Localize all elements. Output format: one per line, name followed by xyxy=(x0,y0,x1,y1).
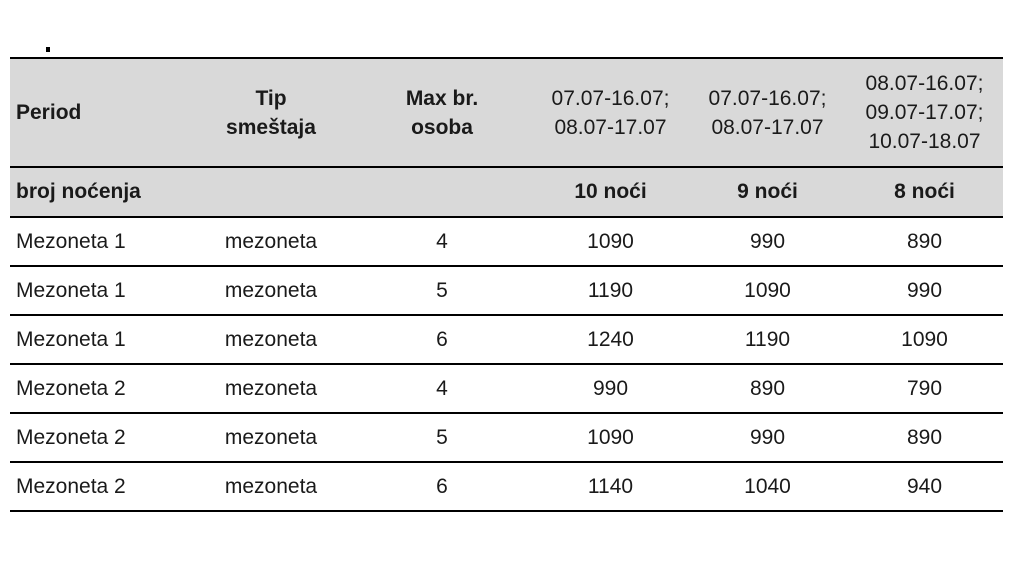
unit-name: Mezoneta 1 xyxy=(10,217,190,266)
table-row xyxy=(10,413,1003,462)
header-period: Period xyxy=(10,58,190,167)
header-max-line1: Max br. xyxy=(405,86,479,110)
nights-col2: 9 noći xyxy=(689,167,846,217)
header-date3-line2: 09.07-17.07; xyxy=(865,101,984,124)
price-10-nights: 1190 xyxy=(532,266,689,315)
unit-type: mezoneta xyxy=(190,217,352,266)
unit-name: Mezoneta 1 xyxy=(10,266,190,315)
price-10-nights: 1090 xyxy=(532,413,689,462)
unit-type: mezoneta xyxy=(190,315,352,364)
table-row xyxy=(10,462,1003,511)
price-10-nights: 990 xyxy=(532,364,689,413)
unit-max-persons: 6 xyxy=(352,462,532,511)
header-max-line2: osoba xyxy=(411,115,473,139)
unit-type: mezoneta xyxy=(190,462,352,511)
price-8-nights: 890 xyxy=(846,413,1003,462)
header-date-col2 xyxy=(689,58,846,167)
header-tip-line2: smeštaja xyxy=(226,115,316,139)
unit-type: mezoneta xyxy=(190,266,352,315)
price-10-nights: 1240 xyxy=(532,315,689,364)
header-accommodation-type xyxy=(190,58,352,167)
price-8-nights: 1090 xyxy=(846,315,1003,364)
header-row xyxy=(10,58,1003,167)
price-9-nights: 990 xyxy=(689,217,846,266)
nights-empty-cell xyxy=(352,167,532,217)
header-date-col3 xyxy=(846,58,1003,167)
unit-max-persons: 5 xyxy=(352,266,532,315)
table-row xyxy=(10,217,1003,266)
price-9-nights: 890 xyxy=(689,364,846,413)
unit-type: mezoneta xyxy=(190,413,352,462)
price-8-nights: 890 xyxy=(846,217,1003,266)
header-date3-line1: 08.07-16.07; xyxy=(865,72,984,95)
nights-empty-cell xyxy=(190,167,352,217)
price-9-nights: 1090 xyxy=(689,266,846,315)
header-date1-line2: 08.07-17.07 xyxy=(554,115,667,139)
unit-name: Mezoneta 2 xyxy=(10,364,190,413)
table-row xyxy=(10,364,1003,413)
unit-max-persons: 4 xyxy=(352,217,532,266)
header-tip-line1: Tip xyxy=(255,86,287,110)
bullet-dot xyxy=(46,47,50,52)
unit-max-persons: 4 xyxy=(352,364,532,413)
price-9-nights: 990 xyxy=(689,413,846,462)
unit-name: Mezoneta 2 xyxy=(10,462,190,511)
price-9-nights: 1190 xyxy=(689,315,846,364)
table-row xyxy=(10,315,1003,364)
header-date1-line1: 07.07-16.07; xyxy=(551,86,670,110)
unit-name: Mezoneta 2 xyxy=(10,413,190,462)
unit-max-persons: 5 xyxy=(352,413,532,462)
header-date-col1 xyxy=(532,58,689,167)
header-date3-line3: 10.07-18.07 xyxy=(868,130,981,153)
nights-row xyxy=(10,167,1003,217)
unit-max-persons: 6 xyxy=(352,315,532,364)
price-8-nights: 790 xyxy=(846,364,1003,413)
table-row xyxy=(10,266,1003,315)
header-date2-line1: 07.07-16.07; xyxy=(708,86,827,110)
price-8-nights: 940 xyxy=(846,462,1003,511)
nights-col1: 10 noći xyxy=(532,167,689,217)
nights-col3: 8 noći xyxy=(846,167,1003,217)
header-date2-line2: 08.07-17.07 xyxy=(711,115,824,139)
price-8-nights: 990 xyxy=(846,266,1003,315)
unit-name: Mezoneta 1 xyxy=(10,315,190,364)
nights-label: broj noćenja xyxy=(10,167,190,217)
price-9-nights: 1040 xyxy=(689,462,846,511)
unit-type: mezoneta xyxy=(190,364,352,413)
header-max-persons xyxy=(352,58,532,167)
price-table xyxy=(10,57,1003,512)
price-10-nights: 1140 xyxy=(532,462,689,511)
price-10-nights: 1090 xyxy=(532,217,689,266)
